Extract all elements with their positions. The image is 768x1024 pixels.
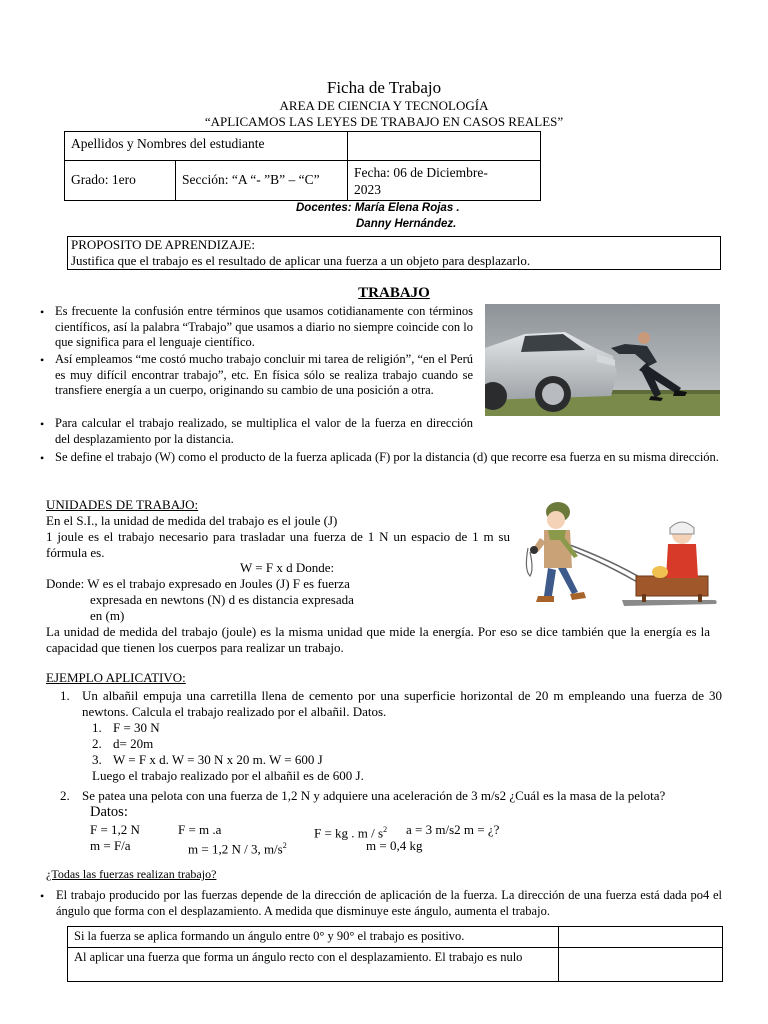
purpose-box — [67, 236, 721, 270]
bullet-dot: • — [40, 451, 45, 465]
datum-mass-formula: m = F/a — [90, 838, 131, 853]
problem-2-text: Se patea una pelota con una fuerza de 1,2 N y adquiere una aceleración de 3 m/s2 ¿Cuál es la masa de la pelota? — [82, 788, 666, 803]
car-pushing-photo — [485, 304, 720, 416]
bullet-dot: • — [40, 889, 45, 903]
problem-1-number: 1. — [60, 688, 70, 703]
units-closing: La unidad de medida del trabajo (joule) es la misma unidad que mide la energía. Por eso se dice también que la energía es la capacidad que tienen los cuerpos para realizar un trabajo. — [46, 624, 710, 655]
where-line-3: en (m) — [90, 608, 125, 623]
datum-units-exponent: 2 — [383, 825, 388, 834]
section-cell: Sección: “A “- ”B” – “C” — [175, 160, 348, 201]
bullet-dot: • — [40, 305, 45, 319]
date-line-2: 2023 — [354, 182, 381, 197]
purpose-text: Justifica que el trabajo es el resultado de aplicar una fuerza a un objeto para desplazarlo. — [71, 252, 531, 268]
bullet-dot: • — [40, 417, 45, 431]
sled-pulling-illustration — [518, 500, 718, 616]
where-line-1: Donde: W es el trabajo expresado en Joules (J) F es fuerza — [46, 576, 350, 591]
forces-table-row-2-answer[interactable] — [558, 947, 723, 982]
step-number: 2. — [92, 736, 102, 751]
car-pushing-illustration — [485, 304, 720, 416]
bullet-text-1: Es frecuente la confusión entre términos que usamos cotidianamente con términos científicos, así la palabra “Trabajo” que usamos a diario no siempre coincide con lo que significa para el lenguaje científico. — [55, 304, 473, 349]
problem-2-number: 2. — [60, 788, 70, 803]
student-name-label: Apellidos y Nombres del estudiante — [64, 131, 348, 161]
date-line-1: Fecha: 06 de Diciembre- — [354, 165, 488, 180]
datum-mass-exponent: 2 — [282, 841, 287, 850]
where-line-2: expresada en newtons (N) d es distancia expresada — [90, 592, 354, 607]
date-cell — [347, 160, 541, 201]
forces-question: ¿Todas las fuerzas realizan trabajo? — [46, 867, 217, 881]
teachers-line-1: Docentes: María Elena Rojas . — [296, 202, 460, 214]
units-line-1: En el S.I., la unidad de medida del trabajo es el joule (J) — [46, 513, 338, 528]
datum-acceleration: a = 3 m/s2 m = ¿? — [406, 822, 500, 837]
bullet-text-2: Así empleamos “me costó mucho trabajo concluir mi tarea de religión”, “en el Perú es muy difícil encontrar trabajo”, etc. En física sólo se realiza trabajo cuando se transfiere energía a un cuerpo, originando su cambio de una posición a otra. — [55, 352, 473, 397]
forces-table-row-1-text: Si la fuerza se aplica formando un ángulo entre 0° y 90° el trabajo es positivo. — [67, 926, 559, 948]
bullet-text-3: Para calcular el trabajo realizado, se multiplica el valor de la fuerza en dirección del desplazamiento por la distancia. — [55, 416, 473, 446]
datum-force: F = 1,2 N — [90, 822, 140, 837]
step-number: 1. — [92, 720, 102, 735]
datum-mass-substitution — [188, 838, 287, 856]
step-text: d= 20m — [113, 736, 154, 751]
grade-cell: Grado: 1ero — [64, 160, 176, 201]
data-label: Datos: — [90, 804, 128, 820]
datum-mass-substitution-text: m = 1,2 N / 3, m/s — [188, 841, 283, 857]
document-subtitle: “APLICAMOS LAS LEYES DE TRABAJO EN CASOS REALES” — [204, 114, 564, 129]
bullet-dot: • — [40, 353, 45, 367]
formula: W = F x d Donde: — [240, 560, 335, 575]
sled-drawing — [518, 500, 718, 616]
step-text: W = F x d. W = 30 N x 20 m. W = 600 J — [113, 752, 323, 767]
forces-table-row-1-answer[interactable] — [558, 926, 723, 948]
problem-1-text: Un albañil empuja una carretilla llena de cemento por una superficie horizontal de 20 m empleando una fuerza de 30 newtons. Calcula el trabajo realizado por el albañil. Datos. — [82, 688, 722, 719]
step-text: F = 30 N — [113, 720, 160, 735]
student-name-field[interactable] — [347, 131, 541, 161]
datum-units-text: F = kg . m / s — [314, 825, 384, 841]
units-heading: UNIDADES DE TRABAJO: — [46, 497, 199, 512]
bullet-text-4: Se define el trabajo (W) como el producto de la fuerza aplicada (F) por la distancia (d) que recorre esa fuerza en su misma dirección. — [55, 450, 719, 464]
step-number: 3. — [92, 752, 102, 767]
document-title: Ficha de Trabajo — [326, 78, 442, 97]
forces-text: El trabajo producido por las fuerzas depende de la dirección de aplicación de la fuerza. La dirección de una fuerza está dada po4 el ángulo que forma con el desplazamiento. A medida que disminuye este ángulo, aumenta el trabajo. — [56, 888, 722, 918]
units-line-2: 1 joule es el trabajo necesario para trasladar una fuerza de 1 N un espacio de 1 m su fórmula es. — [46, 529, 510, 560]
purpose-label: PROPOSITO DE APRENDIZAJE: — [71, 237, 255, 252]
teachers-line-2: Danny Hernández. — [356, 218, 457, 230]
forces-table-row-2-text: Al aplicar una fuerza que forma un ángulo recto con el desplazamiento. El trabajo es nulo — [67, 947, 559, 982]
problem-1-result: Luego el trabajo realizado por el albañil es de 600 J. — [92, 768, 364, 783]
datum-formula: F = m .a — [178, 822, 222, 837]
datum-mass-result: m = 0,4 kg — [366, 838, 423, 853]
area-heading: AREA DE CIENCIA Y TECNOLOGÍA — [279, 98, 489, 113]
section-title: TRABAJO — [358, 285, 430, 301]
example-heading: EJEMPLO APLICATIVO: — [46, 670, 186, 685]
